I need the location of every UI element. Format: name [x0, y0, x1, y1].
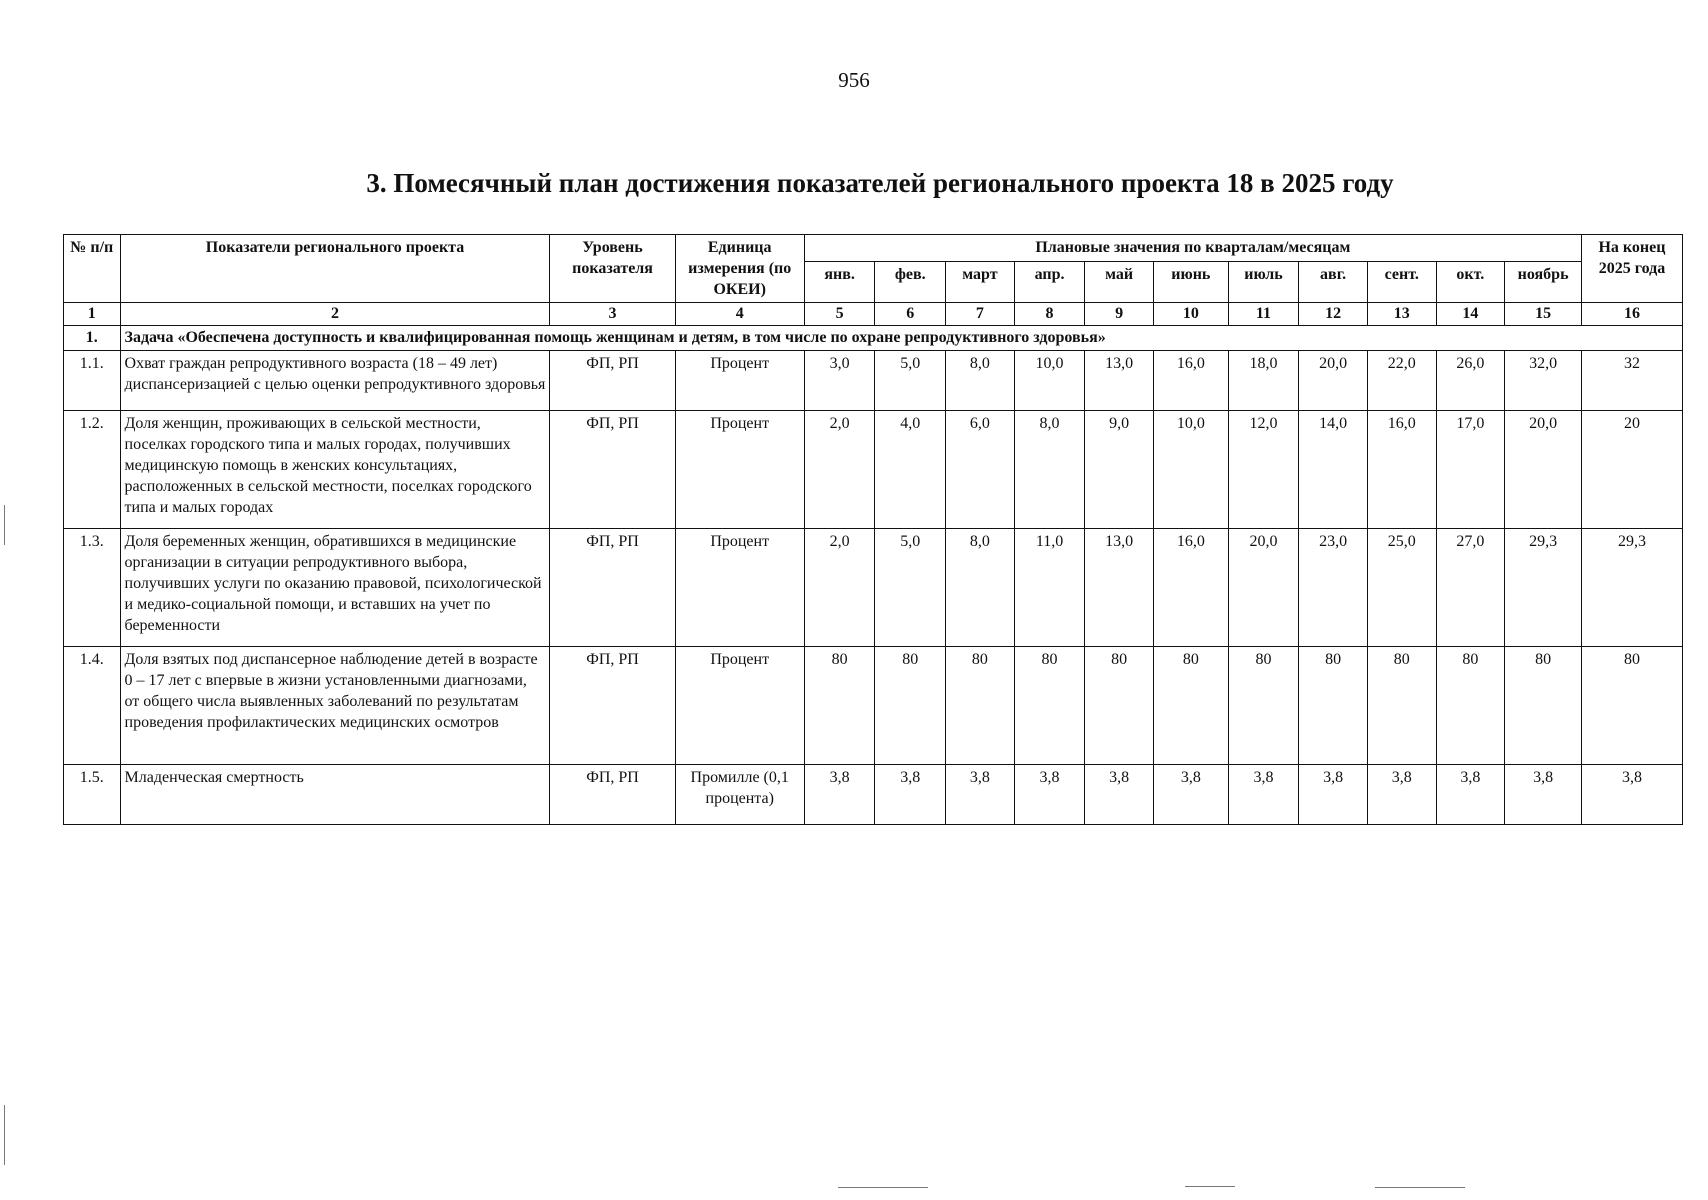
month-value: 14,0 — [1299, 411, 1368, 529]
column-index: 12 — [1299, 303, 1368, 326]
column-index: 4 — [675, 303, 804, 326]
month-value: 3,8 — [1367, 765, 1436, 825]
month-value: 8,0 — [1014, 411, 1085, 529]
header-num: № п/п — [64, 235, 121, 303]
month-value: 3,8 — [1505, 765, 1582, 825]
column-index: 3 — [550, 303, 675, 326]
column-index: 9 — [1085, 303, 1154, 326]
row-name: Охват граждан репродуктивного возраста (18 – 49 лет) диспансеризацией с целью оценки репродуктивного здоровья — [120, 351, 550, 411]
month-value: 11,0 — [1014, 529, 1085, 647]
month-value: 16,0 — [1153, 351, 1228, 411]
month-value: 80 — [1505, 647, 1582, 765]
row-unit: Процент — [675, 351, 804, 411]
table-row — [64, 529, 1683, 647]
row-unit: Промилле (0,1 процента) — [675, 765, 804, 825]
header-month: июнь — [1153, 261, 1228, 302]
row-unit: Процент — [675, 411, 804, 529]
month-value: 3,8 — [1014, 765, 1085, 825]
month-value: 3,8 — [804, 765, 875, 825]
row-num: 1.5. — [64, 765, 121, 825]
row-num: 1.4. — [64, 647, 121, 765]
month-value: 13,0 — [1085, 529, 1154, 647]
year-end-value: 29,3 — [1581, 529, 1682, 647]
year-end-value: 3,8 — [1581, 765, 1682, 825]
month-value: 8,0 — [946, 529, 1015, 647]
month-value: 5,0 — [875, 351, 946, 411]
month-value: 80 — [1228, 647, 1299, 765]
scan-mark — [838, 1187, 928, 1188]
month-value: 10,0 — [1014, 351, 1085, 411]
header-month: авг. — [1299, 261, 1368, 302]
month-value: 10,0 — [1153, 411, 1228, 529]
column-index: 7 — [946, 303, 1015, 326]
month-value: 3,8 — [1299, 765, 1368, 825]
task-text: Задача «Обеспечена доступность и квалифицированная помощь женщинам и детям, в том числе по охране репродуктивного здоровья» — [120, 326, 1682, 351]
table-row — [64, 647, 1683, 765]
row-num: 1.3. — [64, 529, 121, 647]
header-month: март — [946, 261, 1015, 302]
header-month: июль — [1228, 261, 1299, 302]
column-index: 13 — [1367, 303, 1436, 326]
month-value: 3,0 — [804, 351, 875, 411]
row-unit: Процент — [675, 647, 804, 765]
column-index: 11 — [1228, 303, 1299, 326]
month-value: 80 — [946, 647, 1015, 765]
month-value: 4,0 — [875, 411, 946, 529]
column-index: 2 — [120, 303, 550, 326]
month-value: 32,0 — [1505, 351, 1582, 411]
year-end-value: 32 — [1581, 351, 1682, 411]
row-level: ФП, РП — [550, 351, 675, 411]
header-month: янв. — [804, 261, 875, 302]
month-value: 80 — [1153, 647, 1228, 765]
month-value: 3,8 — [946, 765, 1015, 825]
month-value: 3,8 — [1436, 765, 1505, 825]
column-index: 8 — [1014, 303, 1085, 326]
month-value: 17,0 — [1436, 411, 1505, 529]
header-month: фев. — [875, 261, 946, 302]
month-value: 3,8 — [1085, 765, 1154, 825]
month-value: 20,0 — [1299, 351, 1368, 411]
month-value: 80 — [1014, 647, 1085, 765]
column-index: 16 — [1581, 303, 1682, 326]
month-value: 3,8 — [875, 765, 946, 825]
month-value: 3,8 — [1153, 765, 1228, 825]
column-index: 15 — [1505, 303, 1582, 326]
month-value: 16,0 — [1153, 529, 1228, 647]
month-value: 80 — [1367, 647, 1436, 765]
month-value: 25,0 — [1367, 529, 1436, 647]
row-name: Младенческая смертность — [120, 765, 550, 825]
month-value: 80 — [875, 647, 946, 765]
table-row — [64, 411, 1683, 529]
month-value: 5,0 — [875, 529, 946, 647]
header-month: сент. — [1367, 261, 1436, 302]
row-name: Доля взятых под диспансерное наблюдение детей в возрасте 0 – 17 лет с впервые в жизни установленными диагнозами, от общего числа выявленных заболеваний по результатам проведения профилактических медицинских осмотров — [120, 647, 550, 765]
page-number: 956 — [838, 68, 870, 92]
header-month: окт. — [1436, 261, 1505, 302]
scan-mark — [4, 1105, 5, 1165]
scan-mark — [1375, 1187, 1465, 1188]
header-year-end: На конец 2025 года — [1581, 235, 1682, 303]
header-level: Уровень показателя — [550, 235, 675, 303]
header-unit: Единица измерения (по ОКЕИ) — [675, 235, 804, 303]
row-level: ФП, РП — [550, 647, 675, 765]
month-value: 80 — [804, 647, 875, 765]
row-unit: Процент — [675, 529, 804, 647]
header-planned: Плановые значения по кварталам/месяцам — [804, 235, 1581, 262]
month-value: 20,0 — [1505, 411, 1582, 529]
month-value: 29,3 — [1505, 529, 1582, 647]
row-level: ФП, РП — [550, 765, 675, 825]
header-month: апр. — [1014, 261, 1085, 302]
month-value: 9,0 — [1085, 411, 1154, 529]
task-num: 1. — [64, 326, 121, 351]
month-value: 6,0 — [946, 411, 1015, 529]
row-level: ФП, РП — [550, 529, 675, 647]
column-index: 10 — [1153, 303, 1228, 326]
month-value: 8,0 — [946, 351, 1015, 411]
row-num: 1.1. — [64, 351, 121, 411]
header-indicator: Показатели регионального проекта — [120, 235, 550, 303]
month-value: 23,0 — [1299, 529, 1368, 647]
row-name: Доля беременных женщин, обратившихся в медицинские организации в ситуации репродуктивного выбора, получивших услуги по оказанию правовой, психологической и медико-социальной помощи, и вставших на учет по беременности — [120, 529, 550, 647]
month-value: 80 — [1085, 647, 1154, 765]
header-month: май — [1085, 261, 1154, 302]
month-value: 18,0 — [1228, 351, 1299, 411]
month-value: 2,0 — [804, 411, 875, 529]
table-row — [64, 351, 1683, 411]
month-value: 13,0 — [1085, 351, 1154, 411]
month-value: 22,0 — [1367, 351, 1436, 411]
scan-mark — [1185, 1186, 1235, 1187]
column-index: 1 — [64, 303, 121, 326]
column-index: 5 — [804, 303, 875, 326]
header-month: ноябрь — [1505, 261, 1582, 302]
row-name: Доля женщин, проживающих в сельской местности, поселках городского типа и малых городах, получивших медицинскую помощь в женских консультациях, расположенных в сельской местности, поселках городского типа и малых городах — [120, 411, 550, 529]
month-value: 3,8 — [1228, 765, 1299, 825]
month-value: 80 — [1436, 647, 1505, 765]
month-value: 80 — [1299, 647, 1368, 765]
month-value: 12,0 — [1228, 411, 1299, 529]
plan-table — [63, 234, 1683, 825]
row-num: 1.2. — [64, 411, 121, 529]
year-end-value: 20 — [1581, 411, 1682, 529]
month-value: 16,0 — [1367, 411, 1436, 529]
month-value: 20,0 — [1228, 529, 1299, 647]
month-value: 2,0 — [804, 529, 875, 647]
column-index: 14 — [1436, 303, 1505, 326]
column-index: 6 — [875, 303, 946, 326]
month-value: 26,0 — [1436, 351, 1505, 411]
table-row — [64, 765, 1683, 825]
row-level: ФП, РП — [550, 411, 675, 529]
month-value: 27,0 — [1436, 529, 1505, 647]
page-title: 3. Помесячный план достижения показателей регионального проекта 18 в 2025 году — [366, 168, 1394, 198]
year-end-value: 80 — [1581, 647, 1682, 765]
scan-mark — [4, 505, 5, 545]
